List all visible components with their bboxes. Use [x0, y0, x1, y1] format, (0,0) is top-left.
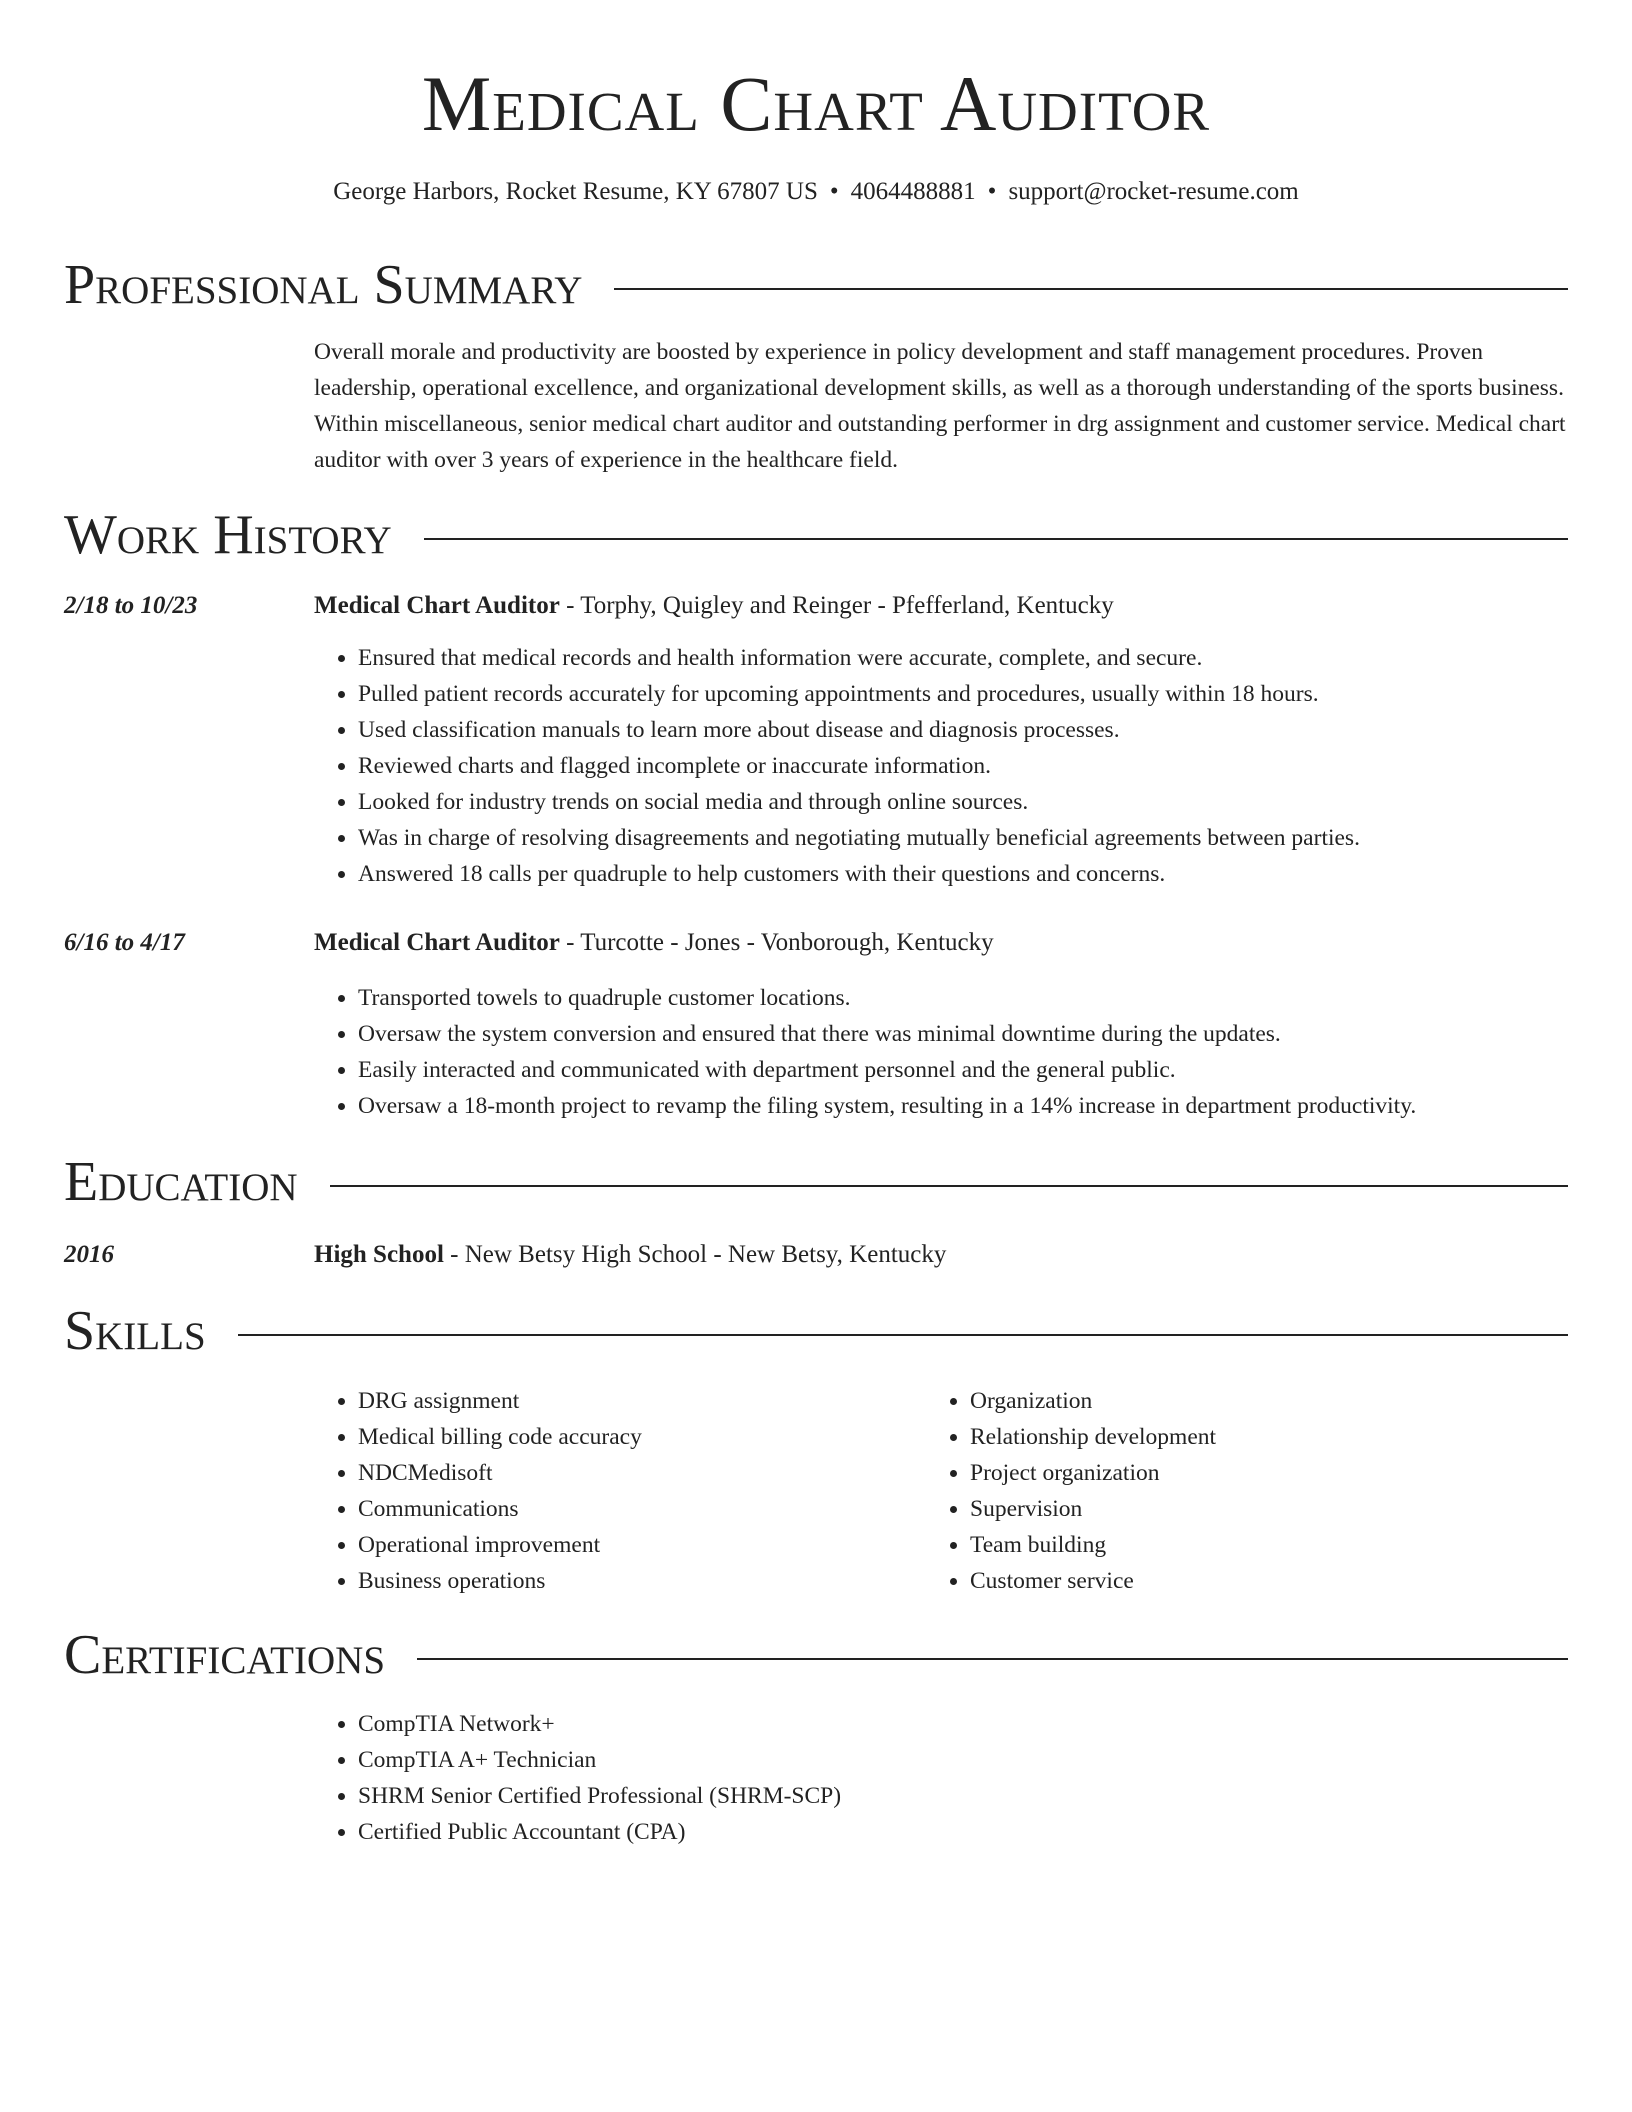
- work-section-heading: [64, 500, 1568, 570]
- skill-item: • Business operations: [358, 1563, 918, 1599]
- job-duty: • Looked for industry trends on social media and through online sources.: [358, 784, 1568, 820]
- job-duty: • Reviewed charts and flagged incomplete or inaccurate information.: [358, 748, 1568, 784]
- section-divider: [614, 288, 1568, 290]
- contact-separator: •: [829, 178, 839, 205]
- skill-item: • Operational improvement: [358, 1527, 918, 1563]
- certifications-section-heading: [64, 1620, 1568, 1690]
- certification-item: • CompTIA Network+: [358, 1706, 1568, 1742]
- skill-item: • Customer service: [970, 1563, 1570, 1599]
- job-duty: • Used classification manuals to learn more about disease and diagnosis processes.: [358, 712, 1568, 748]
- contact-email: support@rocket-resume.com: [1008, 178, 1299, 205]
- section-divider: [424, 538, 1568, 540]
- certification-item: • SHRM Senior Certified Professional (SHRM-SCP): [358, 1778, 1568, 1814]
- skill-item: • Supervision: [970, 1491, 1570, 1527]
- job-header: [314, 588, 1568, 624]
- contact-address: George Harbors, Rocket Resume, KY 67807 US: [333, 178, 818, 205]
- skill-item: • Relationship development: [970, 1419, 1570, 1455]
- skill-item: • Team building: [970, 1527, 1570, 1563]
- job-dates: 2/18 to 10/23: [64, 592, 198, 619]
- skill-item: • Communications: [358, 1491, 918, 1527]
- education-heading: Education: [64, 1151, 298, 1213]
- section-divider: [417, 1658, 1568, 1660]
- skill-item: • NDCMedisoft: [358, 1455, 918, 1491]
- skill-item: • Medical billing code accuracy: [358, 1419, 918, 1455]
- job-employer-location: - Turcotte - Jones - Vonborough, Kentucky: [559, 929, 994, 956]
- certifications-heading: Certifications: [64, 1624, 386, 1686]
- job-employer-location: - Torphy, Quigley and Reinger - Pfefferland, Kentucky: [559, 592, 1114, 619]
- job-duty: • Easily interacted and communicated with department personnel and the general public.: [358, 1052, 1568, 1088]
- job-duty: • Was in charge of resolving disagreements and negotiating mutually beneficial agreements between parties.: [358, 820, 1568, 856]
- contact-separator: •: [987, 178, 997, 205]
- summary-heading: Professional Summary: [64, 254, 583, 316]
- job-duty: • Oversaw a 18-month project to revamp the filing system, resulting in a 14% increase in department productivity.: [358, 1088, 1568, 1124]
- section-divider: [238, 1334, 1568, 1336]
- certification-item: • CompTIA A+ Technician: [358, 1742, 1568, 1778]
- work-heading: Work History: [64, 504, 392, 566]
- job-duties-list: [314, 980, 1568, 1124]
- summary-section-heading: [64, 250, 1568, 320]
- education-entry: [314, 1237, 1568, 1273]
- certification-item: • Certified Public Accountant (CPA): [358, 1814, 1568, 1850]
- education-school-location: - New Betsy High School - New Betsy, Kentucky: [443, 1241, 947, 1268]
- section-divider: [330, 1185, 1568, 1187]
- candidate-title: Medical Chart Auditor: [421, 60, 1211, 147]
- job-title: Medical Chart Auditor: [314, 592, 560, 619]
- education-section-heading: [64, 1147, 1568, 1217]
- job-duty: • Answered 18 calls per quadruple to help customers with their questions and concerns.: [358, 856, 1568, 892]
- skills-heading: Skills: [64, 1300, 206, 1362]
- skills-section-heading: [64, 1296, 1568, 1366]
- job-duties-list: [314, 640, 1568, 892]
- summary-text: Overall morale and productivity are boosted by experience in policy development and staff management procedures. Proven leadership, operational excellence, and organizational development skills, as well as a thorough understanding of the sports business. Within miscellaneous, senior medical chart auditor and outstanding performer in drg assignment and customer service. Medical chart auditor with over 3 years of experience in the healthcare field.: [314, 339, 1566, 473]
- contact-line: [64, 174, 1568, 210]
- contact-phone: 4064488881: [850, 178, 976, 205]
- job-duty: • Transported towels to quadruple customer locations.: [358, 980, 1568, 1016]
- education-degree: High School: [314, 1241, 444, 1268]
- education-year: 2016: [64, 1241, 114, 1268]
- skill-item: • DRG assignment: [358, 1383, 918, 1419]
- skill-item: • Project organization: [970, 1455, 1570, 1491]
- job-duty: • Ensured that medical records and health information were accurate, complete, and secure.: [358, 640, 1568, 676]
- job-dates: 6/16 to 4/17: [64, 929, 185, 956]
- certifications-list: [314, 1706, 1568, 1850]
- skills-list-left: [314, 1383, 918, 1599]
- job-title: Medical Chart Auditor: [314, 929, 560, 956]
- job-duty: • Pulled patient records accurately for upcoming appointments and procedures, usually within 18 hours.: [358, 676, 1568, 712]
- job-header: [314, 925, 1568, 961]
- skill-item: • Organization: [970, 1383, 1570, 1419]
- job-duty: • Oversaw the system conversion and ensured that there was minimal downtime during the updates.: [358, 1016, 1568, 1052]
- skills-list-right: [926, 1383, 1570, 1599]
